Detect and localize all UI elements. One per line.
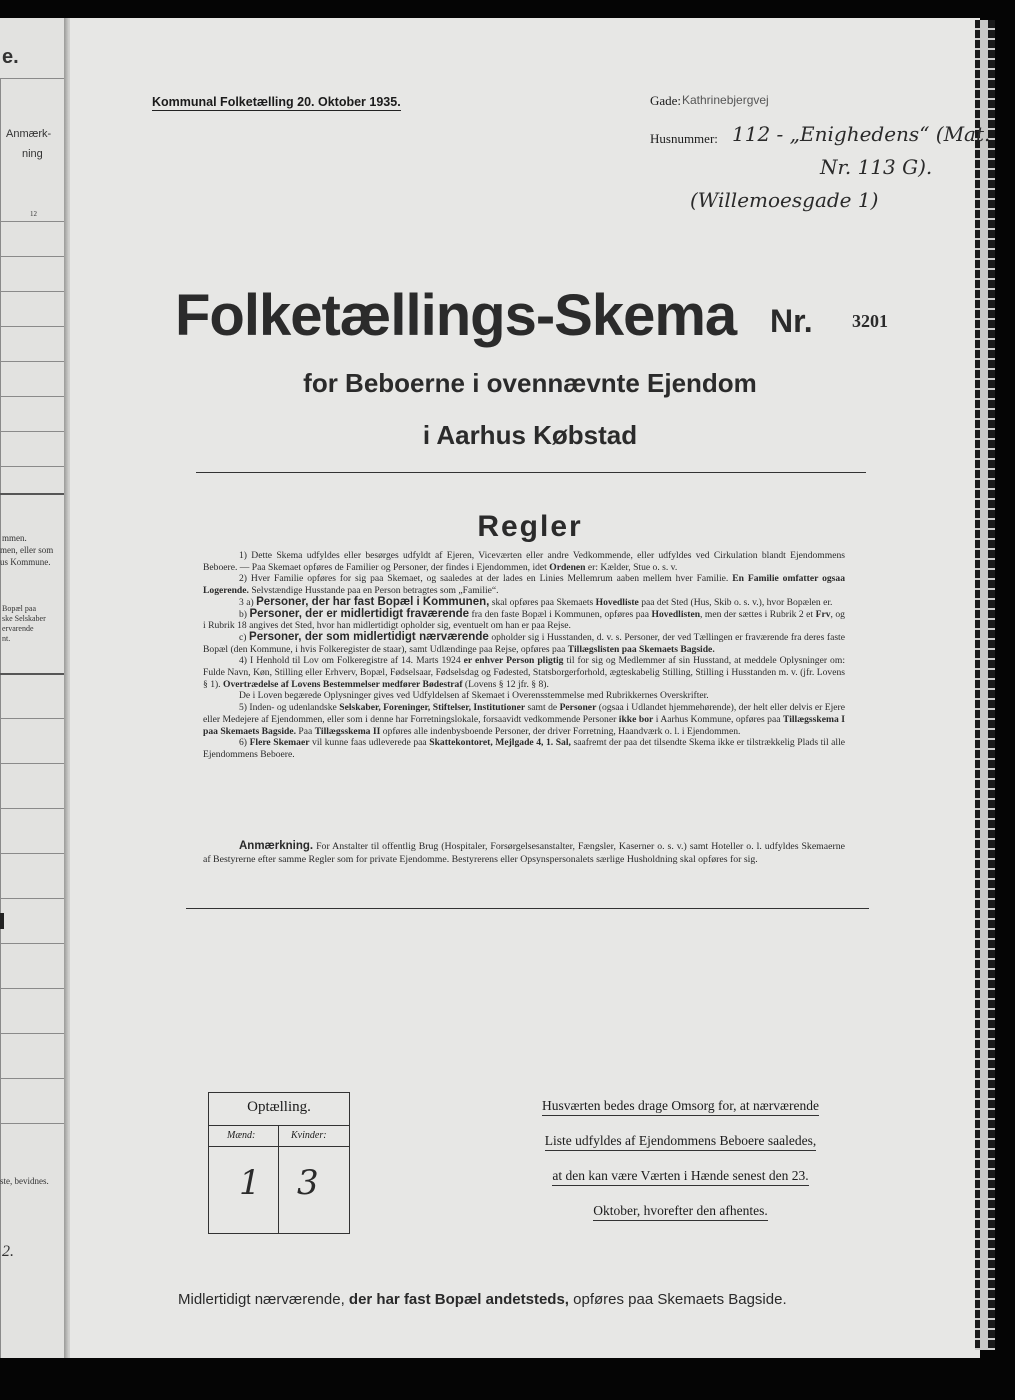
notice-line-4: Oktober, hvorefter den afhentes. [508,1203,853,1219]
rule-3c: c) Personer, der som midlertidigt nærværende opholder sig i Husstanden, d. v. s. Personer, der ved Tællingen er fraværende fra deres faste Bopæl (den Kommune, i hvis Folkeregister de staar), samt Udlændinge paa Rejse, opføres paa Tillægslisten paa Skemaets Bagside. [203,630,845,655]
regler-heading: Regler [477,510,583,543]
anmaerkning-text: For Anstalter til offentlig Brug (Hospitaler, Forsørgelsesanstalter, Fængsler, Kaserner o. s. v.) samt Hoteller o. l. udfyldes Skemaerne af Bestyrerne efter samme Regler som for private Ejendomme. Bestyrerens eller Opsynspersonalets særlige Husholdning skal opføres for sig. [203,841,846,865]
anmaerkning-label: Anmærkning. [239,840,314,852]
footer-note: Midlertidigt nærværende, der har fast Bopæl andetsteds, opføres paa Skemaets Bagside. [178,1291,787,1308]
husnummer-handwritten-2: Nr. 113 G). [820,155,933,179]
husnummer-handwritten-3: (Willemoesgade 1) [690,188,879,212]
rule-2: 2) Hver Familie opføres for sig paa Skemaet, og saaledes at der lades en Linies Mellemrum aaben mellem hver Familie. En Familie omfatter ogsaa Logerende. Selvstændige Husstande paa en Person betragtes som „Familie“. [203,573,845,597]
kvinder-count: 3 [297,1163,319,1203]
adjacent-note-2d: nt. [2,634,11,643]
adjacent-page [0,18,70,1358]
adjacent-column-label-2: ning [22,148,43,160]
adjacent-note-2a: Bopæl paa [2,604,36,613]
adjacent-note-3: ste, bevidnes. [0,1176,49,1186]
regler-body [203,550,845,761]
adjacent-note-2c: ervarende [2,624,34,633]
form-title: Folketællings-Skema [175,283,737,348]
rule-3b: b) Personer, der er midlertidigt fraværende fra den faste Bopæl i Kommunen, opføres paa Hovedlisten, men der sættes i Rubrik 2 et Frv, og i Rubrik 18 angives det Sted, hvor han midlertidigt opholder sig, eventuelt om han er paa Rejse. [203,607,845,632]
maend-count: 1 [239,1163,261,1203]
gade-label: Gade: [650,93,682,108]
notice-line-1: Husværten bedes drage Omsorg for, at nærværende [508,1098,853,1114]
husnummer-label: Husnummer: [650,131,718,146]
rule-5: 5) Inden- og udenlandske Selskaber, Foreninger, Stiftelser, Institutioner samt de Personer (ogsaa i Udlandet hjemmehørende), der helt eller delvis er Ejere eller Medejere af Ejendommen, eller som i denne har Forretningslokale, forsaavidt vedkommende Personer ikke bor i Aarhus Kommune, opføres paa Tillægsskema I paa Skemaets Bagside. Paa Tillægsskema II opføres alle indenbysboende Personer, der driver Forretning, Haandværk o. l. i Ejendommen. [203,702,846,737]
notice-line-2: Liste udfyldes af Ejendommens Beboere saaledes, [508,1133,853,1149]
kvinder-column-label: Kvinder: [291,1130,327,1141]
census-header: Kommunal Folketælling 20. Oktober 1935. [152,95,401,109]
adjacent-note-1a: mmen. [2,533,27,543]
page-edge-inner [980,20,988,1350]
husnummer-handwritten-1: 112 - „Enighedens“ (Mat. [732,122,991,146]
form-number-label: Nr. [770,303,813,339]
divider-bottom [186,908,869,909]
form-number-value: 3201 [852,311,888,331]
adjacent-note-1b: men, eller som [0,545,54,555]
optaelling-box [208,1092,350,1234]
gade-value: Kathrinebjergvej [682,93,769,107]
adjacent-column-label: Anmærk- [6,128,52,140]
adjacent-handwriting: 2. [2,1243,14,1260]
anmaerkning-section [203,840,845,866]
rule-1: 1) Dette Skema udfyldes eller besørges udfyldt af Ejeren, Viceværten eller andre Vedkommende, eller udfyldes ved Cirkulation blandt Ejendommens Beboere. — Paa Skemaet opføres de Familier og Personer, der findes i Ejendommen, idet Ordenen er: Kælder, Stue o. s. v. [203,550,845,573]
optaelling-title: Optælling. [247,1099,311,1115]
rule-4b: De i Loven begærede Oplysninger gives ved Udfyldelsen af Skemaet i Overensstemmelse med Rubrikkernes Overskrifter. [239,690,709,702]
rule-6: 6) Flere Skemaer vil kunne faas udleverede paa Skattekontoret, Mejlgade 4, 1. Sal, saafremt der paa det tilsendte Skema ikke er tilstrækkelig Plads til alle Ejendommens Beboere. [203,737,846,760]
rule-3a: 3 a) Personer, der har fast Bopæl i Kommunen, skal opføres paa Skemaets Hovedliste paa det Sted (Hus, Skib o. s. v.), hvor Bopælen er. [239,595,833,608]
adjacent-column-number: 12 [30,210,37,218]
adjacent-note-2b: ske Selskaber [2,614,46,623]
adjacent-note-1c: us Kommune. [0,557,51,567]
maend-column-label: Mænd: [227,1130,256,1141]
form-subtitle-1: for Beboerne i ovennævnte Ejendom [303,368,757,398]
notice-line-3: at den kan være Værten i Hænde senest den 23. [508,1168,853,1184]
form-subtitle-2: i Aarhus Købstad [422,420,638,450]
rule-4: 4) I Henhold til Lov om Folkeregistre af 14. Marts 1924 er enhver Person pligtig til for sig og Medlemmer af sin Husstand, at meddele Oplysninger om: Fulde Navn, Køn, Stilling eller Erhverv, Bopæl, Fødselsaar, Fødselsdag og Fødested, Statsborgerforhold, ægteskabelig Stilling, Stilling i Husstanden m. v. (jfr. Lovens § 1). Overtrædelse af Lovens Bestemmelser medfører Bødestraf (Lovens § 12 jfr. § 8). [203,655,845,690]
adjacent-heading-fragment: e. [2,46,19,68]
divider-top [196,472,866,473]
